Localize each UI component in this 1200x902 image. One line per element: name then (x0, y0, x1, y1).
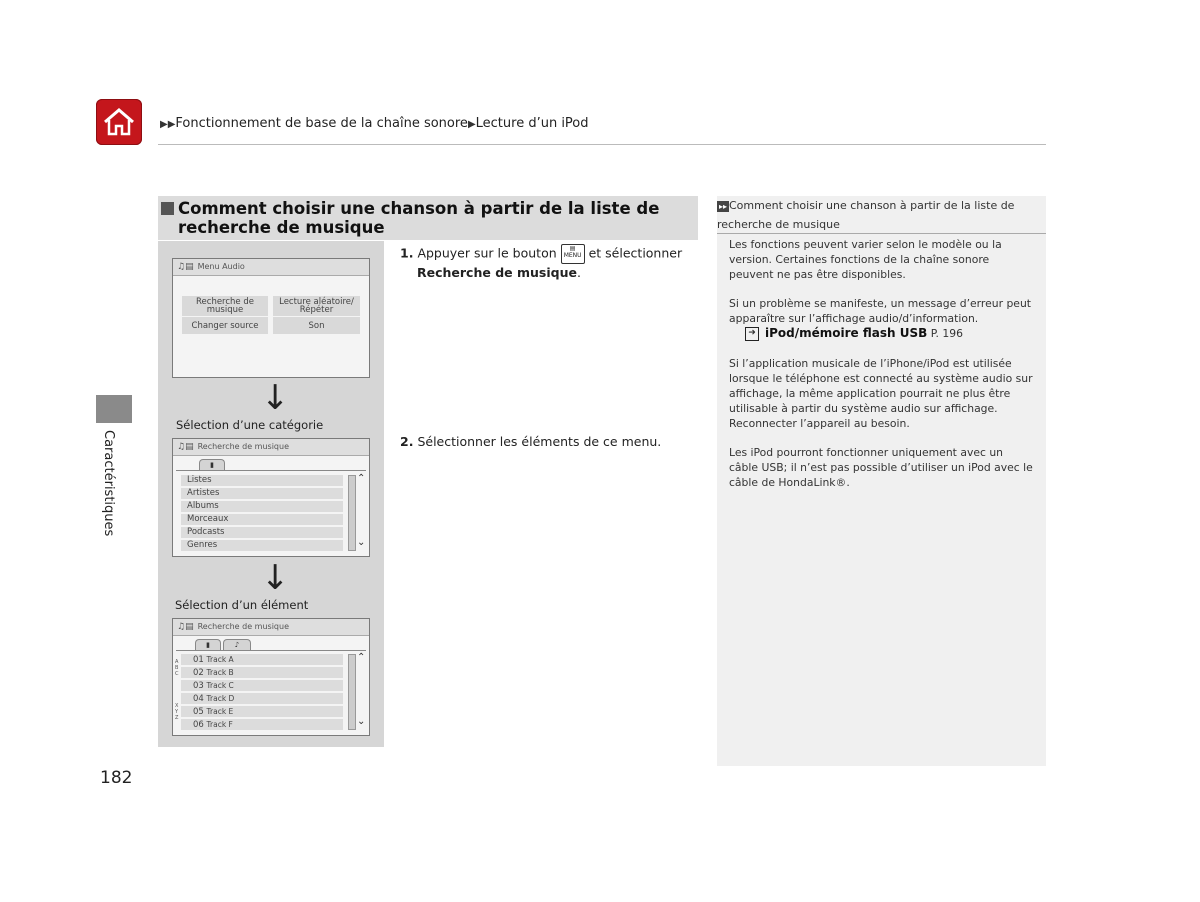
list-item[interactable]: Genres (181, 540, 343, 551)
breadcrumb-item[interactable]: Fonctionnement de base de la chaîne sonore (175, 116, 468, 131)
track-name: Track F (206, 720, 233, 729)
list-item[interactable] (181, 719, 343, 730)
down-arrow-icon: ↓ (261, 378, 290, 418)
tab-device[interactable]: ▮ (195, 639, 221, 650)
step-2 (400, 433, 700, 451)
screen-menu-audio (172, 258, 370, 378)
step-number: 2. (400, 434, 414, 449)
screen-title: Menu Audio (197, 262, 245, 271)
music-icon: ♫▤ (177, 622, 194, 632)
menu-button-shuffle-repeat[interactable]: Lecture aléatoire/ Répéter (273, 296, 360, 316)
side-note-paragraph: Les fonctions peuvent varier selon le modèle ou la version. Certaines fonctions de la chaîne sonore peuvent ne pas être disponibles. (729, 238, 1002, 281)
menu-button-music-search[interactable]: Recherche de musique (182, 296, 268, 316)
link-arrow-icon: ➜ (745, 327, 759, 341)
list-item[interactable] (181, 667, 343, 678)
menu-button-sound[interactable]: Son (273, 317, 360, 334)
screen-header (173, 619, 369, 636)
side-note-heading (717, 196, 1046, 234)
list-item[interactable]: Albums (181, 501, 343, 512)
home-icon (102, 107, 136, 137)
tab-music[interactable]: ♪ (223, 639, 251, 650)
down-arrow-icon: ↓ (261, 558, 290, 598)
step-text: Sélectionner les éléments de ce menu. (417, 434, 662, 449)
scroll-down-icon[interactable]: ⌄ (357, 716, 366, 727)
screen-title: Recherche de musique (197, 442, 290, 451)
track-number: 01 (193, 655, 204, 665)
section-tab-label: Caractéristiques (101, 430, 116, 537)
tab-device[interactable]: ▮ (199, 459, 225, 470)
reference-icon: ▸▸ (718, 201, 728, 211)
tab-divider (176, 650, 366, 651)
list-item[interactable] (181, 680, 343, 691)
side-note-title: Comment choisir une chanson à partir de la liste de recherche de musique (717, 199, 1015, 231)
side-note-paragraph: Si un problème se manifeste, un message d’erreur peut apparaître sur l’affichage audio/d’information. (729, 297, 1032, 325)
track-number: 04 (193, 694, 204, 704)
triangle-right-icon: ▶▶ (160, 119, 176, 130)
breadcrumb (160, 116, 589, 131)
side-note-paragraph: Si l’application musicale de l’iPhone/iPod est utilisée lorsque le téléphone est connecté au système audio sur affichage, la même application pourrait ne plus être utilisable à partir du système audio sur affichage. Reconnecter l’appareil au besoin. (729, 357, 1033, 430)
page-number: 182 (100, 768, 133, 788)
screen-header (173, 439, 369, 456)
list-item[interactable]: Podcasts (181, 527, 343, 538)
list-item[interactable] (181, 654, 343, 665)
cross-reference-link[interactable] (745, 326, 1050, 341)
link-page[interactable]: P. 196 (930, 327, 964, 340)
section-tab-marker[interactable] (96, 395, 132, 423)
list-item[interactable]: Listes (181, 475, 343, 486)
scrollbar[interactable] (348, 654, 356, 730)
list-item[interactable] (181, 693, 343, 704)
screen-header (173, 259, 369, 276)
square-bullet-icon (161, 202, 174, 215)
scroll-down-icon[interactable]: ⌄ (357, 537, 366, 548)
track-number: 06 (193, 720, 204, 730)
scroll-up-icon[interactable]: ⌃ (357, 473, 366, 484)
music-icon: ♫▤ (177, 442, 194, 452)
scrollbar[interactable] (348, 475, 356, 551)
menu-button-change-source[interactable]: Changer source (182, 317, 268, 334)
link-text[interactable]: iPod/mémoire flash USB (765, 326, 928, 340)
breadcrumb-item[interactable]: Lecture d’un iPod (475, 116, 589, 131)
section-title: Comment choisir une chanson à partir de la liste de recherche de musique (178, 199, 660, 237)
caption-category: Sélection d’une catégorie (176, 418, 324, 432)
caption-item: Sélection d’un élément (175, 598, 309, 612)
side-note-divider (717, 233, 1046, 234)
step-text: . (576, 265, 581, 280)
screen-track-list (172, 618, 370, 736)
step-bold-text: Recherche de musique (417, 265, 577, 280)
scroll-up-icon[interactable]: ⌃ (357, 652, 366, 663)
list-item[interactable]: Artistes (181, 488, 343, 499)
list-item[interactable]: Morceaux (181, 514, 343, 525)
home-button[interactable] (96, 99, 142, 145)
step-text: et sélectionner (588, 245, 683, 261)
list-item[interactable] (181, 706, 343, 717)
track-name: Track D (206, 694, 235, 703)
step-number: 1. (400, 245, 414, 261)
alpha-index-bottom[interactable]: X Y Z (175, 703, 179, 721)
menu-button-icon: ▤ MENU (561, 244, 585, 264)
track-number: 03 (193, 681, 204, 691)
track-name: Track C (206, 681, 234, 690)
track-number: 05 (193, 707, 204, 717)
music-icon: ♫▤ (177, 262, 194, 272)
tab-divider (176, 470, 366, 471)
step-1 (400, 244, 700, 282)
alpha-index-top[interactable]: A B C (175, 659, 179, 677)
screen-category-list (172, 438, 370, 557)
triangle-right-icon: ▶ (467, 119, 476, 130)
step-text: Appuyer sur le bouton (417, 245, 557, 261)
side-note-paragraph: Les iPod pourront fonctionner uniquement avec un câble USB; il n’est pas possible d’utiliser un iPod avec le câble de HondaLink®. (729, 446, 1033, 489)
screen-title: Recherche de musique (197, 622, 290, 631)
track-name: Track B (206, 668, 234, 677)
menu-icon-label: MENU (563, 252, 582, 259)
track-name: Track E (206, 707, 234, 716)
track-name: Track A (206, 655, 234, 664)
section-heading (158, 196, 698, 240)
header-divider (158, 144, 1046, 145)
track-number: 02 (193, 668, 204, 678)
